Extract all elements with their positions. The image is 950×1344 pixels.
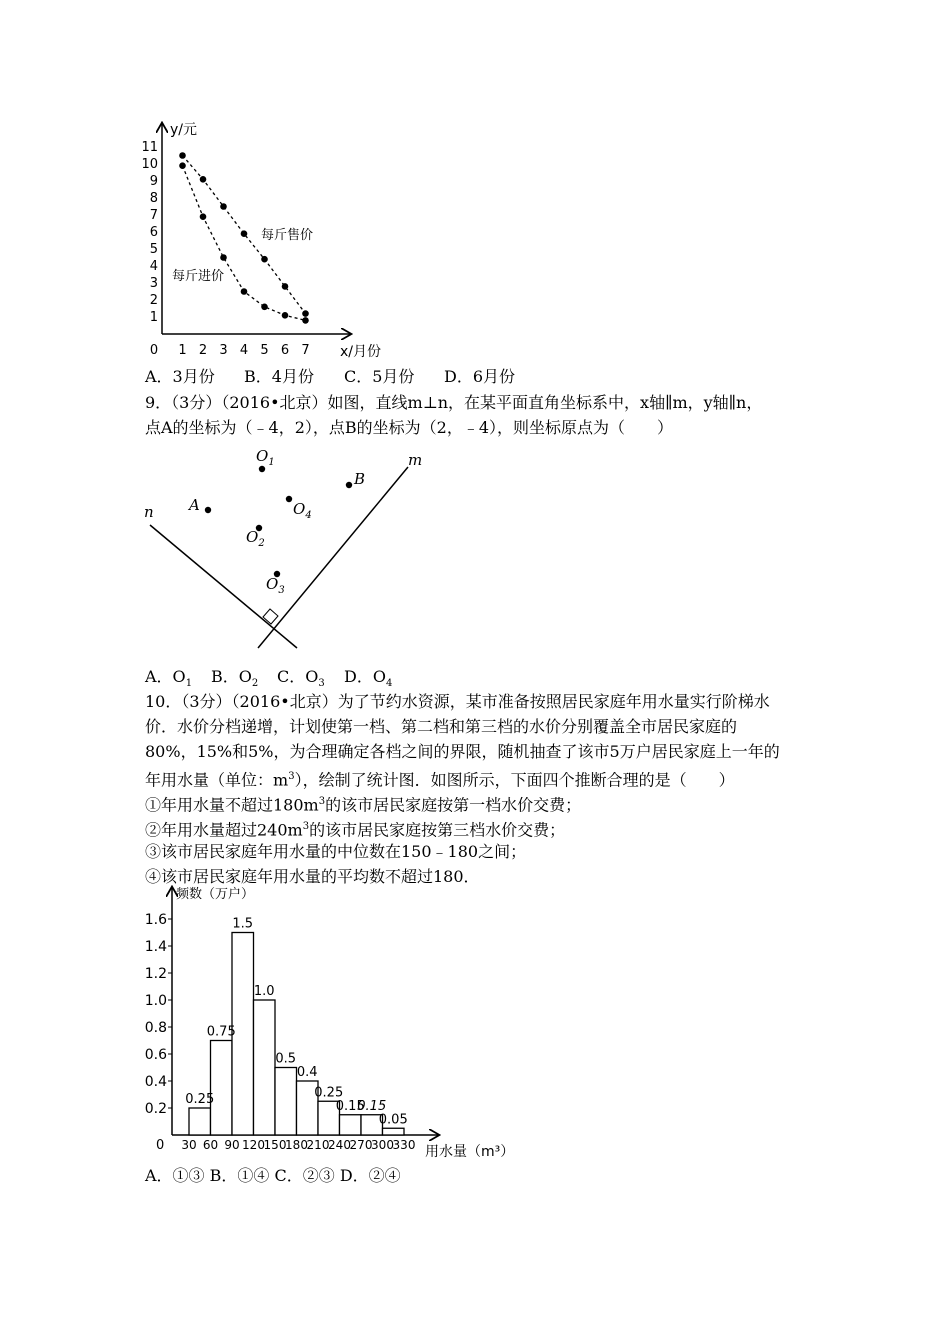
y-tick-label: 1.6 bbox=[144, 912, 167, 928]
q9-stem-line2: 点A的坐标为（﹣4，2），点B的坐标为（2，﹣4），则坐标原点为（ ） bbox=[145, 418, 674, 437]
q9-stem-line1: 9．（3分）（2016•北京）如图，直线m⊥n，在某平面直角坐标系中，x轴∥m，y轴∥n， bbox=[145, 393, 763, 412]
y-tick-label: 0.6 bbox=[144, 1047, 167, 1063]
label-A: A bbox=[189, 496, 200, 514]
selling-price-point bbox=[261, 256, 268, 263]
x-tick-label: 90 bbox=[224, 1138, 240, 1152]
bar-value-label: 0.75 bbox=[206, 1024, 236, 1040]
histogram-bar bbox=[383, 1128, 405, 1135]
y-tick-label: 11 bbox=[141, 140, 158, 155]
x-tick-label: 150 bbox=[263, 1138, 287, 1152]
x-tick-label: 240 bbox=[328, 1138, 351, 1152]
histogram-bar bbox=[340, 1115, 362, 1135]
label-O2: $O_2$ bbox=[246, 528, 265, 549]
x-axis-label: 用水量（m³） bbox=[425, 1144, 515, 1160]
point-O4 bbox=[286, 496, 292, 502]
q8-option-a[interactable]: A．3月份 bbox=[145, 367, 215, 386]
y-axis-label: y/元 bbox=[170, 122, 198, 138]
x-tick-label: 330 bbox=[392, 1138, 416, 1152]
x-tick-label: 300 bbox=[371, 1138, 394, 1152]
label-n: n bbox=[144, 503, 154, 521]
price-scatter-chart bbox=[138, 118, 398, 364]
purchase-price-point bbox=[302, 317, 309, 324]
y-tick-label: 3 bbox=[149, 276, 158, 291]
q10-stem-line3: 80%，15%和5%，为合理确定各档之间的界限，随机抽查了该市5万户居民家庭上一年的 bbox=[145, 742, 780, 761]
origin-label: 0 bbox=[156, 1138, 165, 1153]
selling-price-point bbox=[179, 152, 186, 159]
q10-stem-line1: 10．（3分）（2016•北京）为了节约水资源，某市准备按照居民家庭年用水量实行阶梯水 bbox=[145, 692, 770, 711]
point-A bbox=[205, 507, 211, 513]
y-tick-label: 7 bbox=[149, 208, 158, 223]
bar-value-label: 0.05 bbox=[378, 1112, 408, 1128]
q10-statement-1: ①年用水量不超过$180m^3$的该市居民家庭按第一档水价交费； bbox=[145, 795, 582, 815]
y-tick-label: 0.2 bbox=[144, 1101, 167, 1117]
y-tick-label: 1.0 bbox=[144, 993, 167, 1009]
bar-value-label: 0.4 bbox=[296, 1065, 318, 1080]
x-tick-label: 5 bbox=[260, 343, 269, 358]
y-tick-label: 9 bbox=[149, 174, 158, 189]
q10-options[interactable]: A．①③ B．①④ C．②③ D．②④ bbox=[145, 1166, 401, 1185]
water-usage-histogram bbox=[138, 884, 518, 1164]
bar-value-label: 1.0 bbox=[253, 984, 275, 999]
purchase-price-point bbox=[200, 213, 207, 220]
y-tick-label: 8 bbox=[149, 191, 158, 206]
purchase-price-point bbox=[220, 254, 227, 261]
q10-statement-4: ④该市居民家庭年用水量的平均数不超过180． bbox=[145, 867, 480, 886]
x-tick-label: 120 bbox=[242, 1138, 265, 1152]
bar-value-label: 1.5 bbox=[232, 916, 254, 932]
y-tick-label: 1 bbox=[149, 310, 158, 325]
bar-value-label: 0.25 bbox=[314, 1085, 344, 1101]
selling-price-point bbox=[241, 230, 248, 237]
perpendicular-lines-figure bbox=[140, 445, 440, 655]
q9-option-b[interactable]: B．$O_2$ bbox=[211, 667, 259, 690]
label-O3: $O_3$ bbox=[266, 575, 285, 596]
y-tick-label: 1.2 bbox=[144, 966, 167, 982]
y-tick-label: 5 bbox=[149, 242, 158, 257]
y-tick-label: 4 bbox=[149, 259, 158, 274]
selling-price-point bbox=[302, 310, 309, 317]
x-tick-label: 0 bbox=[149, 343, 159, 358]
point-O1 bbox=[259, 466, 265, 472]
x-tick-label: 7 bbox=[301, 343, 310, 358]
x-tick-label: 210 bbox=[306, 1138, 330, 1152]
histogram-bar bbox=[189, 1108, 211, 1135]
y-tick-label: 6 bbox=[149, 225, 158, 240]
point-B bbox=[346, 482, 352, 488]
label-O4: $O_4$ bbox=[293, 500, 312, 521]
selling-price-point bbox=[200, 176, 207, 183]
legend-purchase-price: 每斤进价 bbox=[172, 269, 225, 284]
histogram-bar bbox=[211, 1041, 233, 1136]
x-tick-label: 180 bbox=[285, 1138, 308, 1152]
x-axis-label: x/月份 bbox=[340, 344, 382, 360]
q8-option-c[interactable]: C．5月份 bbox=[344, 367, 415, 386]
q8-option-d[interactable]: D．6月份 bbox=[444, 367, 516, 386]
x-tick-label: 3 bbox=[219, 343, 228, 358]
q10-statement-2: ②年用水量超过$240m^3$的该市居民家庭按第三档水价交费； bbox=[145, 820, 566, 840]
bar-value-label: 0.15 bbox=[357, 1098, 387, 1114]
y-axis-label: 频数（万户） bbox=[176, 887, 255, 902]
purchase-price-point bbox=[261, 304, 268, 311]
label-O1: $O_1$ bbox=[256, 447, 275, 468]
histogram-bar bbox=[254, 1000, 276, 1135]
q10-stem-line2: 价．水价分档递增，计划使第一档、第二档和第三档的水价分别覆盖全市居民家庭的 bbox=[145, 717, 738, 736]
purchase-price-curve bbox=[183, 166, 306, 321]
purchase-price-point bbox=[282, 312, 289, 319]
x-tick-label: 4 bbox=[239, 343, 249, 358]
bar-value-label: 0.5 bbox=[275, 1051, 297, 1067]
y-tick-label: 0.4 bbox=[144, 1074, 167, 1090]
x-tick-label: 270 bbox=[349, 1138, 373, 1152]
label-m: m bbox=[408, 451, 423, 469]
x-tick-label: 6 bbox=[280, 343, 290, 358]
legend-selling-price: 每斤售价 bbox=[261, 228, 314, 243]
histogram-bar bbox=[275, 1068, 297, 1136]
purchase-price-point bbox=[179, 162, 186, 169]
line-m bbox=[258, 467, 408, 648]
x-tick-label: 30 bbox=[181, 1138, 197, 1152]
q10-stem-line4: 年用水量（单位：$m^3$），绘制了统计图．如图所示，下面四个推断合理的是（ ） bbox=[145, 770, 735, 790]
bar-value-label: 0.15 bbox=[335, 1098, 365, 1114]
selling-price-point bbox=[282, 283, 289, 290]
x-tick-label: 2 bbox=[198, 343, 208, 358]
q8-option-b[interactable]: B．4月份 bbox=[244, 367, 314, 386]
q10-statement-3: ③该市居民家庭年用水量的中位数在150﹣180之间； bbox=[145, 842, 527, 861]
y-tick-label: 10 bbox=[141, 157, 158, 172]
y-tick-label: 2 bbox=[149, 293, 158, 308]
x-tick-label: 60 bbox=[202, 1138, 219, 1152]
q9-option-c[interactable]: C．$O_3$ bbox=[277, 667, 325, 690]
purchase-price-point bbox=[241, 288, 248, 295]
bar-value-label: 0.25 bbox=[185, 1092, 215, 1107]
y-tick-label: 1.4 bbox=[144, 939, 167, 955]
selling-price-point bbox=[220, 203, 227, 210]
y-tick-label: 0.8 bbox=[144, 1020, 167, 1036]
x-tick-label: 1 bbox=[178, 343, 187, 358]
q9-option-d[interactable]: D．$O_4$ bbox=[344, 667, 393, 690]
label-B: B bbox=[354, 470, 366, 488]
q9-option-a[interactable]: A．$O_1$ bbox=[145, 667, 193, 690]
